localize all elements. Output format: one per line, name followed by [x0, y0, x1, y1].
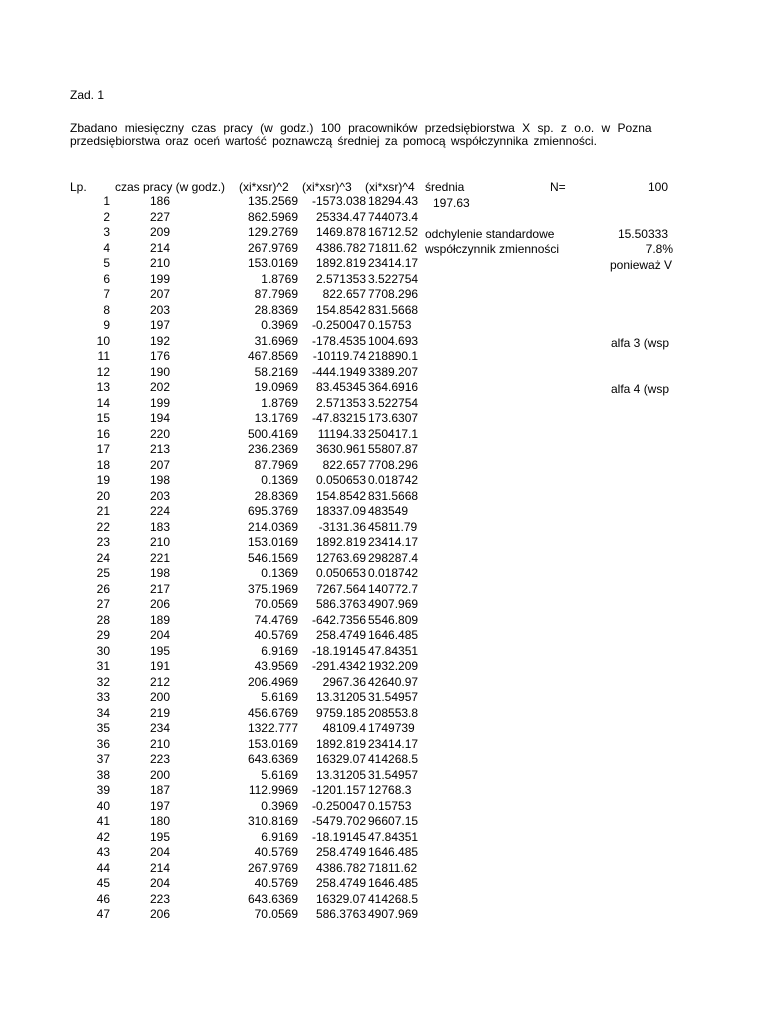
cell-dev-fourth: 71811.62: [368, 860, 418, 875]
cell-dev-fourth: 831.5668: [368, 488, 419, 503]
cell-lp: 2: [103, 209, 110, 224]
table-row: [0, 288, 768, 304]
cell-dev-squared: 0.3969: [261, 318, 298, 332]
cell-dev-squared: 43.9569: [254, 659, 298, 673]
table-row: [0, 521, 768, 537]
cell-dev-cubed: 258.4749: [315, 845, 366, 859]
cell-lp: 44: [96, 860, 110, 875]
cell-work-time: 198: [150, 473, 171, 487]
cell-dev-fourth: 23414.17: [368, 535, 419, 549]
cell-work-time: 224: [150, 504, 171, 518]
cell-lp: 13: [96, 380, 110, 394]
cell-work-time: 190: [150, 364, 171, 379]
cell-dev-fourth: 414268.5: [368, 752, 419, 766]
cell-lp: 10: [96, 333, 110, 348]
cell-work-time: 199: [150, 271, 171, 286]
cell-dev-cubed: 13.31205: [315, 690, 366, 704]
cell-dev-squared: 153.0169: [247, 256, 298, 270]
alpha3-text: alfa 3 (wsp: [611, 336, 670, 350]
cell-dev-fourth: 0.15753: [368, 318, 412, 332]
cell-dev-cubed: 25334.47: [315, 209, 366, 224]
cell-dev-fourth: 0.018742: [368, 473, 419, 487]
cell-dev-squared: 0.1369: [261, 566, 298, 580]
cell-dev-cubed: -18.19145: [311, 643, 366, 658]
mean-value: 197.63: [433, 196, 470, 210]
cell-dev-fourth: 298287.4: [368, 550, 419, 565]
cell-work-time: 219: [150, 705, 171, 720]
cell-dev-cubed: 258.4749: [315, 628, 366, 642]
cell-work-time: 195: [150, 643, 171, 658]
table-row: [0, 676, 768, 692]
cell-dev-cubed: 586.3763: [315, 597, 366, 611]
cell-dev-cubed: 4386.782: [315, 860, 366, 875]
table-row: [0, 614, 768, 630]
table-row: [0, 428, 768, 444]
cell-lp: 39: [96, 783, 110, 797]
cell-dev-cubed: 16329.07: [315, 891, 366, 906]
cell-dev-cubed: 0.050653: [315, 566, 366, 580]
cell-dev-fourth: 12768.3: [368, 783, 412, 797]
cell-lp: 31: [96, 659, 110, 673]
cell-dev-cubed: 2967.36: [322, 674, 366, 689]
cell-dev-fourth: 140772.7: [368, 581, 419, 596]
cell-dev-fourth: 96607.15: [368, 814, 419, 828]
cell-dev-fourth: 414268.5: [368, 891, 419, 906]
cell-lp: 12: [96, 364, 110, 379]
cell-work-time: 223: [150, 891, 171, 906]
cell-dev-fourth: 4907.969: [368, 907, 419, 921]
table-row: [0, 707, 768, 723]
cell-lp: 37: [96, 752, 110, 766]
cell-dev-fourth: 45811.79: [368, 519, 418, 534]
cell-dev-squared: 1322.777: [247, 721, 298, 735]
cell-dev-cubed: -18.19145: [311, 829, 366, 844]
cell-work-time: 192: [150, 333, 171, 348]
table-row: [0, 443, 768, 459]
cell-dev-squared: 129.2769: [247, 225, 298, 239]
cell-lp: 16: [96, 426, 110, 441]
header-lp: Lp.: [70, 180, 87, 194]
cell-dev-fourth: 744073.4: [368, 209, 419, 224]
cell-work-time: 189: [150, 612, 171, 627]
cell-dev-cubed: 2.571353: [315, 271, 366, 286]
cell-work-time: 214: [150, 860, 171, 875]
cell-lp: 18: [96, 457, 110, 472]
cell-lp: 24: [96, 550, 110, 565]
task-description-line-2: przedsiębiorstwa oraz oceń wartość poznawczą średniej za pomocą współczynnika zmienności.: [70, 134, 597, 148]
table-row: [0, 412, 768, 428]
cell-dev-fourth: 1932.209: [368, 659, 419, 673]
cell-dev-squared: 375.1969: [247, 581, 298, 596]
cell-dev-fourth: 250417.1: [368, 426, 419, 441]
cell-dev-cubed: 1892.819: [315, 256, 366, 270]
cell-dev-cubed: 11194.33: [317, 426, 366, 441]
cell-work-time: 187: [150, 783, 171, 797]
table-body: [0, 195, 768, 924]
std-value: 15.50333: [617, 227, 668, 241]
cell-dev-squared: 70.0569: [254, 907, 298, 921]
cell-dev-squared: 267.9769: [247, 860, 298, 875]
cell-dev-squared: 19.0969: [254, 380, 298, 394]
cell-dev-squared: 87.7969: [254, 287, 298, 301]
cell-work-time: 191: [150, 659, 171, 673]
cell-dev-cubed: -3131.36: [318, 519, 366, 534]
table-row: [0, 815, 768, 831]
cell-dev-cubed: -0.250047: [311, 798, 366, 813]
table-row: [0, 490, 768, 506]
cell-work-time: 200: [150, 767, 171, 782]
table-row: [0, 877, 768, 893]
table-row: [0, 552, 768, 568]
cell-lp: 8: [103, 302, 110, 317]
cell-work-time: 234: [150, 721, 171, 735]
cell-dev-cubed: 12763.69: [315, 550, 366, 565]
cell-work-time: 183: [150, 519, 171, 534]
cell-dev-squared: 112.9969: [248, 783, 298, 797]
cell-lp: 22: [96, 519, 110, 534]
cell-dev-fourth: 208553.8: [368, 705, 419, 720]
cell-dev-cubed: 83.45345: [315, 380, 366, 394]
cell-dev-fourth: 7708.296: [368, 287, 419, 301]
cell-dev-cubed: 822.657: [322, 287, 366, 301]
cell-lp: 43: [96, 845, 110, 859]
cell-dev-squared: 500.4169: [247, 426, 298, 441]
cell-dev-fourth: 1646.485: [368, 876, 419, 890]
cell-work-time: 210: [150, 736, 171, 751]
cell-work-time: 176: [150, 349, 171, 363]
cell-work-time: 203: [150, 302, 171, 317]
header-mean: średnia: [425, 180, 465, 194]
cell-dev-fourth: 1749739: [368, 721, 415, 735]
cell-lp: 27: [96, 597, 110, 611]
cell-lp: 5: [103, 256, 110, 270]
header-dev-cubed: (xi*xsr)^3: [302, 180, 352, 194]
table-row: [0, 567, 768, 583]
alpha4-text: alfa 4 (wsp: [611, 382, 670, 396]
cell-work-time: 197: [150, 798, 171, 813]
cell-work-time: 195: [150, 829, 171, 844]
cell-work-time: 204: [150, 628, 171, 642]
cell-dev-cubed: -5479.702: [311, 814, 366, 828]
cell-dev-cubed: -10119.74: [312, 349, 366, 363]
cell-work-time: 186: [150, 194, 171, 208]
cell-dev-cubed: 1892.819: [315, 535, 366, 549]
cell-dev-fourth: 3.522754: [368, 395, 419, 410]
cell-lp: 33: [96, 690, 110, 704]
cell-lp: 30: [96, 643, 110, 658]
cell-work-time: 203: [150, 488, 171, 503]
cell-dev-fourth: 483549: [368, 504, 409, 518]
cell-dev-fourth: 364.6916: [368, 380, 419, 394]
cell-dev-squared: 5.6169: [261, 767, 298, 782]
cell-dev-cubed: -178.4535: [311, 333, 366, 348]
cell-lp: 25: [96, 566, 110, 580]
cell-lp: 17: [96, 442, 110, 456]
table-row: [0, 831, 768, 847]
table-row: [0, 195, 768, 211]
table-row: [0, 474, 768, 490]
cell-dev-fourth: 1004.693: [368, 333, 419, 348]
cell-dev-squared: 28.8369: [254, 302, 298, 317]
header-work-time: czas pracy (w godz.): [115, 180, 226, 194]
cell-work-time: 204: [150, 845, 171, 859]
cell-dev-fourth: 47.84351: [368, 829, 419, 844]
cell-dev-squared: 40.5769: [254, 628, 298, 642]
cell-dev-squared: 267.9769: [247, 240, 298, 255]
cell-work-time: 207: [150, 457, 171, 472]
table-row: [0, 583, 768, 599]
cell-dev-fourth: 218890.1: [368, 349, 419, 363]
cell-dev-squared: 643.6369: [247, 891, 298, 906]
header-n-label: N=: [550, 180, 566, 194]
cell-dev-cubed: 1892.819: [315, 736, 366, 751]
cell-dev-fourth: 0.15753: [368, 798, 412, 813]
table-row: [0, 645, 768, 661]
cell-lp: 1: [103, 194, 110, 208]
table-row: [0, 846, 768, 862]
cell-dev-fourth: 173.6307: [368, 411, 419, 425]
cell-dev-fourth: 31.54957: [368, 690, 419, 704]
cell-dev-squared: 6.9169: [261, 829, 298, 844]
cell-work-time: 217: [150, 581, 171, 596]
cell-dev-fourth: 3389.207: [368, 364, 419, 379]
cell-dev-fourth: 42640.97: [368, 674, 419, 689]
cell-lp: 23: [96, 535, 110, 549]
cell-dev-fourth: 3.522754: [368, 271, 419, 286]
cell-dev-cubed: 2.571353: [315, 395, 366, 410]
cell-dev-cubed: 18337.09: [315, 504, 366, 518]
cv-value: 7.8%: [645, 242, 673, 256]
cell-dev-cubed: 16329.07: [315, 752, 366, 766]
cell-dev-squared: 31.6969: [254, 333, 298, 348]
cell-dev-fourth: 1646.485: [368, 628, 419, 642]
task-title: Zad. 1: [70, 88, 105, 102]
cell-dev-squared: 862.5969: [247, 209, 298, 224]
cell-dev-squared: 153.0169: [247, 535, 298, 549]
cell-dev-squared: 135.2569: [247, 194, 298, 208]
cell-dev-squared: 0.1369: [261, 473, 298, 487]
table-row: [0, 738, 768, 754]
cell-lp: 29: [96, 628, 110, 642]
cell-work-time: 220: [150, 426, 171, 441]
cell-work-time: 180: [150, 814, 171, 828]
cell-dev-squared: 456.6769: [247, 705, 298, 720]
cell-dev-cubed: 258.4749: [315, 876, 366, 890]
table-row: [0, 505, 768, 521]
table-row: [0, 629, 768, 645]
cell-dev-fourth: 7708.296: [368, 457, 419, 472]
cell-dev-squared: 74.4769: [254, 612, 298, 627]
table-row: [0, 304, 768, 320]
std-label: odchylenie standardowe: [425, 227, 555, 241]
cell-dev-squared: 467.8569: [247, 349, 298, 363]
cell-dev-fourth: 4907.969: [368, 597, 419, 611]
cell-lp: 26: [96, 581, 110, 596]
cell-lp: 36: [96, 736, 110, 751]
cell-dev-squared: 58.2169: [254, 364, 298, 379]
table-row: [0, 319, 768, 335]
cell-work-time: 202: [150, 380, 171, 394]
table-row: [0, 366, 768, 382]
cell-lp: 15: [96, 411, 110, 425]
cell-work-time: 210: [150, 535, 171, 549]
cell-dev-cubed: 9759.185: [315, 705, 366, 720]
cell-work-time: 198: [150, 566, 171, 580]
cell-dev-fourth: 55807.87: [368, 442, 419, 456]
cell-lp: 45: [96, 876, 110, 890]
cell-dev-cubed: 0.050653: [315, 473, 366, 487]
cell-lp: 42: [96, 829, 110, 844]
cv-label: współczynnik zmienności: [425, 242, 560, 256]
table-row: [0, 536, 768, 552]
cell-dev-fourth: 831.5668: [368, 302, 419, 317]
cell-work-time: 227: [150, 209, 171, 224]
cell-dev-squared: 1.8769: [261, 395, 298, 410]
table-row: [0, 459, 768, 475]
cell-lp: 3: [103, 225, 110, 239]
cell-lp: 7: [103, 287, 110, 301]
cell-work-time: 207: [150, 287, 171, 301]
table-row: [0, 660, 768, 676]
cell-lp: 41: [96, 814, 110, 828]
cell-lp: 35: [96, 721, 110, 735]
cell-dev-fourth: 71811.62: [368, 240, 418, 255]
cell-lp: 19: [96, 473, 110, 487]
cell-dev-fourth: 47.84351: [368, 643, 419, 658]
cell-dev-fourth: 16712.52: [368, 225, 419, 239]
cell-dev-squared: 0.3969: [261, 798, 298, 813]
cell-dev-squared: 236.2369: [247, 442, 298, 456]
cell-dev-fourth: 0.018742: [368, 566, 419, 580]
cell-dev-cubed: -444.1949: [311, 364, 366, 379]
table-header: [0, 181, 768, 195]
cell-dev-cubed: 822.657: [322, 457, 366, 472]
cell-lp: 28: [96, 612, 110, 627]
cell-dev-cubed: -1573.038: [311, 194, 366, 208]
cell-dev-cubed: -291.4342: [311, 659, 366, 673]
cell-dev-cubed: 4386.782: [315, 240, 366, 255]
cell-dev-squared: 70.0569: [254, 597, 298, 611]
cell-dev-squared: 310.8169: [247, 814, 298, 828]
cell-dev-squared: 643.6369: [247, 752, 298, 766]
task-description-line-1: Zbadano miesięczny czas pracy (w godz.) 100 pracowników przedsiębiorstwa X sp. z o.o. w Pozna: [70, 121, 652, 135]
table-row: [0, 800, 768, 816]
cell-work-time: 213: [150, 442, 171, 456]
table-row: [0, 722, 768, 738]
header-dev-squared: (xi*xsr)^2: [239, 180, 289, 194]
cell-dev-squared: 5.6169: [261, 690, 298, 704]
cell-dev-squared: 695.3769: [247, 504, 298, 518]
table-row: [0, 598, 768, 614]
cell-dev-cubed: 154.8542: [315, 488, 366, 503]
cell-dev-squared: 1.8769: [261, 271, 298, 286]
cell-dev-squared: 87.7969: [254, 457, 298, 472]
cell-dev-fourth: 18294.43: [368, 194, 419, 208]
cell-dev-fourth: 5546.809: [368, 612, 419, 627]
cell-dev-cubed: -47.83215: [311, 411, 366, 425]
cell-dev-cubed: 1469.878: [315, 225, 366, 239]
cell-lp: 40: [96, 798, 110, 813]
cell-dev-cubed: 586.3763: [315, 907, 366, 921]
cell-dev-squared: 28.8369: [254, 488, 298, 503]
cell-lp: 11: [97, 349, 110, 363]
table-row: [0, 769, 768, 785]
cell-lp: 6: [103, 271, 110, 286]
cell-work-time: 221: [150, 550, 171, 565]
cell-lp: 46: [96, 891, 110, 906]
cell-lp: 14: [96, 395, 110, 410]
cell-dev-squared: 13.1769: [254, 411, 298, 425]
header-dev-fourth: (xi*xsr)^4: [365, 180, 415, 194]
table-row: [0, 691, 768, 707]
cell-lp: 21: [96, 504, 110, 518]
cell-dev-fourth: 23414.17: [368, 736, 419, 751]
header-n-value: 100: [647, 180, 668, 194]
cell-dev-fourth: 23414.17: [368, 256, 419, 270]
cell-work-time: 197: [150, 318, 171, 332]
cell-dev-cubed: 48109.4: [322, 721, 366, 735]
cell-work-time: 212: [150, 674, 171, 689]
because-text: ponieważ V: [610, 258, 673, 272]
cell-lp: 4: [103, 240, 110, 255]
cell-dev-cubed: -1201.157: [311, 783, 366, 797]
cell-work-time: 209: [150, 225, 171, 239]
table-row: [0, 211, 768, 227]
cell-dev-squared: 546.1569: [247, 550, 298, 565]
cell-lp: 34: [96, 705, 110, 720]
cell-work-time: 214: [150, 240, 171, 255]
cell-dev-fourth: 1646.485: [368, 845, 419, 859]
cell-dev-cubed: 7267.564: [315, 581, 366, 596]
cell-work-time: 199: [150, 395, 171, 410]
cell-lp: 47: [96, 907, 110, 921]
cell-dev-cubed: 3630.961: [315, 442, 366, 456]
cell-dev-squared: 40.5769: [254, 876, 298, 890]
cell-dev-cubed: 13.31205: [315, 767, 366, 782]
cell-work-time: 206: [150, 597, 171, 611]
cell-dev-squared: 40.5769: [254, 845, 298, 859]
table-row: [0, 893, 768, 909]
cell-work-time: 200: [150, 690, 171, 704]
cell-dev-fourth: 31.54957: [368, 767, 419, 782]
cell-lp: 32: [96, 674, 110, 689]
cell-work-time: 210: [150, 256, 171, 270]
table-row: [0, 350, 768, 366]
cell-dev-squared: 214.0369: [247, 519, 298, 534]
cell-dev-squared: 206.4969: [247, 674, 298, 689]
cell-dev-squared: 153.0169: [247, 736, 298, 751]
cell-dev-cubed: -0.250047: [311, 318, 366, 332]
table-row: [0, 273, 768, 289]
cell-lp: 20: [96, 488, 110, 503]
table-row: [0, 753, 768, 769]
cell-dev-cubed: -642.7356: [311, 612, 366, 627]
cell-lp: 9: [103, 318, 110, 332]
table-row: [0, 908, 768, 924]
table-row: [0, 397, 768, 413]
cell-dev-squared: 6.9169: [261, 643, 298, 658]
cell-dev-cubed: 154.8542: [315, 302, 366, 317]
cell-work-time: 223: [150, 752, 171, 766]
cell-work-time: 206: [150, 907, 171, 921]
table-row: [0, 862, 768, 878]
cell-work-time: 204: [150, 876, 171, 890]
table-row: [0, 784, 768, 800]
cell-lp: 38: [96, 767, 110, 782]
cell-work-time: 194: [150, 411, 171, 425]
